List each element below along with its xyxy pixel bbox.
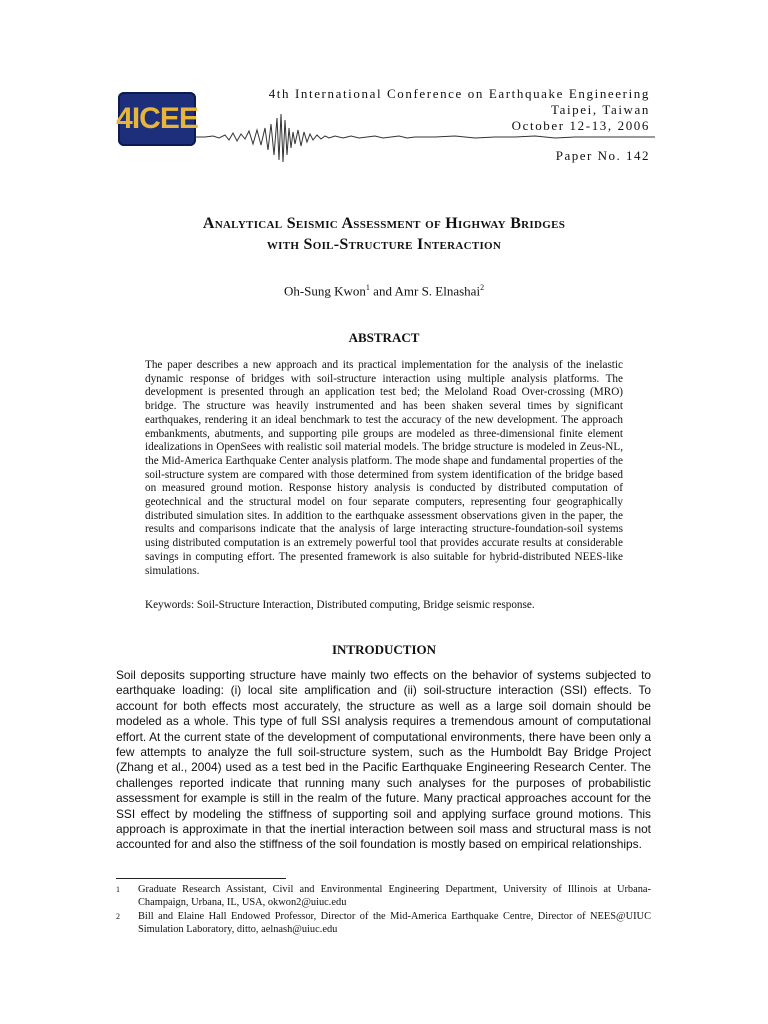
footnote [116, 884, 651, 909]
page-header [0, 0, 768, 170]
footnote [116, 911, 651, 936]
paper-title [0, 213, 768, 255]
author-list [0, 283, 768, 299]
footnotes [116, 884, 651, 938]
author-1-affiliation-mark: 1 [365, 283, 370, 292]
author-2-affiliation-mark: 2 [480, 283, 485, 292]
title-line-1: Analytical Seismic Assessment of Highway Bridges [202, 215, 566, 232]
keywords: Keywords: Soil-Structure Interaction, Distributed computing, Bridge seismic response. [145, 599, 535, 611]
author-1: Oh-Sung Kwon [283, 283, 366, 299]
author-2: Amr S. Elnashai [394, 283, 481, 299]
footnote-text: Graduate Research Assistant, Civil and Environmental Engineering Department, University of Illinois at Urbana-Champaign, Urbana, IL, USA, okwon2@uiuc.edu [138, 884, 651, 908]
introduction-paragraph: Soil deposits supporting structure have mainly two effects on the behavior of systems subjected to earthquake loading: (i) local site amplification and (ii) soil-structure interaction (SSI) effects. To account for both effects most accurately, the structure as well as a large soil domain should be modeled as a whole. This type of full SSI analysis requires a tremendous amount of computational effort. At the current state of the development of computational environments, there have been only a few attempts to analyze the full soil-structure system, such as the Humboldt Bay Bridge Project (Zhang et al., 2004) used as a test bed in the Pacific Earthquake Engineering Research Center. The challenges reported indicate that running many such analyses for the purposes of probabilistic assessment for example is still in the realm of the future. Many practical approaches account for the SSI effect by modeling the stiffness of supporting soil and applying surface ground motions. This approach is approximate in that the inertial interaction between soil mass and structural mass is not accounted for and also the stiffness of the soil foundation is mostly based on empirical relationships. [116, 668, 651, 852]
conference-logo: 4ICEE [118, 92, 196, 146]
paper-number: Paper No. 142 [555, 148, 650, 163]
conference-info [269, 86, 650, 134]
title-line-2: with Soil-Structure Interaction [266, 236, 502, 253]
author-conjunction: and [369, 283, 395, 299]
conference-location: Taipei, Taiwan [550, 102, 650, 117]
footnote-number: 1 [116, 885, 120, 894]
footnote-number: 2 [116, 912, 120, 922]
conference-dates: October 12-13, 2006 [511, 118, 650, 133]
abstract-text: The paper describes a new approach and its practical implementation for the analysis of the inelastic dynamic response of bridges with soil-structure interaction using multiple analysis platforms. The development is presented through an application test bed; the Meloland Road Over-crossing (MRO) bridge. The structure was heavily instrumented and has been shaken several times by significant earthquakes, rendering it an ideal benchmark to test the accuracy of the new development. The approach embankments, abutments, and supporting pile groups are modeled as three-dimensional finite element idealizations in OpenSees with realistic soil material models. The bridge structure is modeled in Zeus-NL, the Mid-America Earthquake Center analysis platform. The mode shape and fundamental properties of the soil-structure system are compared with those determined from system identification of the bridge based on measured ground motion. Response history analysis is conducted by distributed computation of geotechnical and the structural model on four separate computers, representing four geographically distributed simulation sites. In addition to the earthquake assessment observations given in the paper, the results and comparisons indicate that the analysis of large interacting structure-foundation-soil systems using distributed computation is an extremely powerful tool that provides accurate results at considerable savings in computing effort. The presented framework is also suitable for hybrid-distributed NEES-like simulations. [145, 359, 623, 577]
introduction-heading: INTRODUCTION [331, 642, 436, 657]
conference-name: 4th International Conference on Earthquake Engineering [268, 86, 650, 101]
footnote-rule [116, 878, 286, 879]
abstract-heading: ABSTRACT [348, 330, 420, 345]
footnote-text: Bill and Elaine Hall Endowed Professor, Director of the Mid-America Earthquake Centre, Director of NEES@UIUC Simulation Laboratory, ditto, aelnash@uiuc.edu [138, 911, 651, 935]
